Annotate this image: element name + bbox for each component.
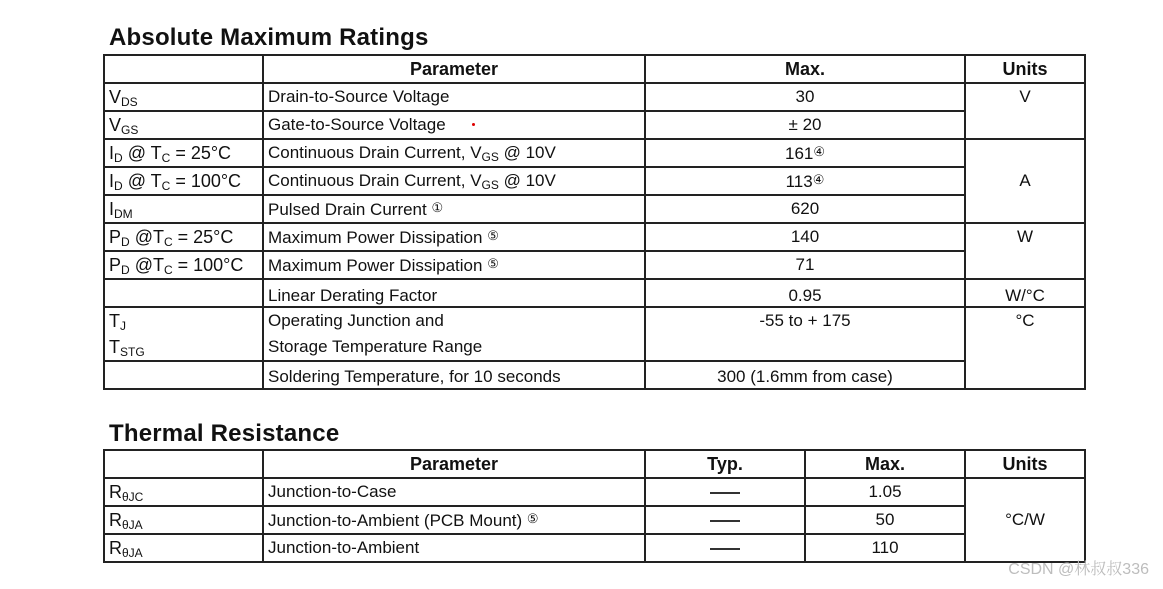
table-row	[104, 139, 1085, 167]
thermal-header-units: Units	[965, 450, 1085, 478]
parameter-cell: Continuous Drain Current, $V_{GS}$ @ 10V	[263, 139, 645, 167]
dash-mark	[710, 520, 740, 522]
max-cell: 300 (1.6mm from case)	[645, 361, 965, 389]
max-cell: 1.05	[805, 478, 965, 506]
symbol-cell: $I_{DM}$	[104, 195, 263, 223]
thermal-table	[103, 449, 1086, 563]
amr-table	[103, 54, 1086, 390]
table-row	[104, 506, 1085, 534]
units-cell: °C/W	[965, 478, 1085, 562]
thermal-header-symbol	[104, 450, 263, 478]
table-row	[104, 223, 1085, 251]
symbol-cell: $P_D$ $@T_C = 25^\circ C$	[104, 223, 263, 251]
max-cell: 140	[645, 223, 965, 251]
table-row	[104, 279, 1085, 307]
max-cell: 30	[645, 83, 965, 111]
table-row	[104, 361, 1085, 389]
watermark: CSDN @林叔叔336	[1008, 561, 1149, 578]
dash-mark	[710, 548, 740, 550]
amr-header-symbol	[104, 55, 263, 83]
typ-cell	[645, 478, 805, 506]
max-cell: 0.95	[645, 279, 965, 307]
parameter-cell: Maximum Power Dissipation ⑤	[263, 223, 645, 251]
symbol-cell: $R_{\theta JA}$	[104, 506, 263, 534]
typ-cell	[645, 506, 805, 534]
symbol-cell: $V_{DS}$	[104, 83, 263, 111]
dash-mark	[710, 492, 740, 494]
parameter-cell: Maximum Power Dissipation ⑤	[263, 251, 645, 279]
symbol-cell	[104, 279, 263, 307]
thermal-header-max: Max.	[805, 450, 965, 478]
max-cell: 620	[645, 195, 965, 223]
parameter-cell: Soldering Temperature, for 10 seconds	[263, 361, 645, 389]
units-cell: A	[965, 139, 1085, 223]
symbol-cell: $R_{\theta JA}$	[104, 534, 263, 562]
units-cell: W	[965, 223, 1085, 279]
parameter-cell: Drain-to-Source Voltage	[263, 83, 645, 111]
parameter-cell: Operating Junction and Storage Temperature Range	[263, 307, 645, 361]
units-cell: °C	[965, 307, 1085, 389]
typ-cell	[645, 534, 805, 562]
symbol-cell: $T_J$ $T_{STG}$	[104, 307, 263, 361]
amr-header-row	[104, 55, 1085, 83]
symbol-cell: $V_{GS}$	[104, 111, 263, 139]
symbol-cell: $I_D$ @ $T_C = 25^\circ C$	[104, 139, 263, 167]
max-cell: ± 20	[645, 111, 965, 139]
parameter-cell: Continuous Drain Current, $V_{GS}$ @ 10V	[263, 167, 645, 195]
max-cell: 113④	[645, 167, 965, 195]
table-row	[104, 478, 1085, 506]
red-dot-mark	[472, 123, 475, 126]
max-cell: 161④	[645, 139, 965, 167]
parameter-cell: Pulsed Drain Current ①	[263, 195, 645, 223]
amr-title: Absolute Maximum Ratings	[109, 24, 429, 51]
parameter-cell: Linear Derating Factor	[263, 279, 645, 307]
parameter-cell: Junction-to-Case	[263, 478, 645, 506]
table-row	[104, 251, 1085, 279]
symbol-cell	[104, 361, 263, 389]
thermal-header-row	[104, 450, 1085, 478]
thermal-header-typ: Typ.	[645, 450, 805, 478]
amr-header-parameter: Parameter	[263, 55, 645, 83]
table-row	[104, 111, 1085, 139]
parameter-cell: Gate-to-Source Voltage	[263, 111, 645, 139]
parameter-cell: Junction-to-Ambient	[263, 534, 645, 562]
table-row	[104, 534, 1085, 562]
max-cell: 110	[805, 534, 965, 562]
units-cell: V	[965, 83, 1085, 139]
max-cell: 71	[645, 251, 965, 279]
thermal-title: Thermal Resistance	[109, 420, 340, 447]
table-row	[104, 195, 1085, 223]
max-cell: -55 to + 175	[645, 307, 965, 361]
units-cell: W/°C	[965, 279, 1085, 307]
table-row	[104, 167, 1085, 195]
symbol-cell: $R_{\theta JC}$	[104, 478, 263, 506]
parameter-cell: Junction-to-Ambient (PCB Mount) ⑤	[263, 506, 645, 534]
amr-header-max: Max.	[645, 55, 965, 83]
thermal-header-parameter: Parameter	[263, 450, 645, 478]
symbol-cell: $I_D$ @ $T_C = 100^\circ C$	[104, 167, 263, 195]
table-row	[104, 307, 1085, 361]
amr-header-units: Units	[965, 55, 1085, 83]
table-row	[104, 83, 1085, 111]
symbol-cell: $P_D$ $@T_C = 100^\circ C$	[104, 251, 263, 279]
max-cell: 50	[805, 506, 965, 534]
